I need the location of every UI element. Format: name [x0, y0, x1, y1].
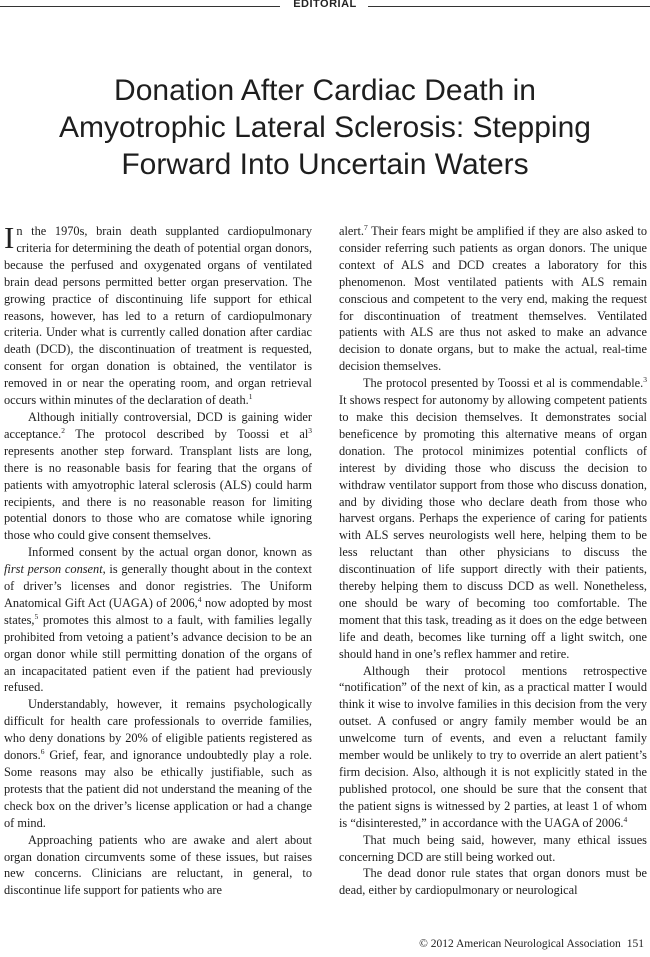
section-label: EDITORIAL [293, 0, 357, 10]
paragraph-text: promotes this almost to a fault, with families legally prohibited from vetoing a patient’s advance decision to be an organ donor while still permitting donation of the organs of an incapacitated patient even if the patient had previously refused. [4, 612, 312, 695]
paragraph [339, 832, 647, 866]
page-footer [0, 938, 644, 950]
paragraph-text: Although initially controversial, DCD is gaining wider acceptance. [4, 409, 312, 441]
citation-ref: 5 [34, 611, 39, 621]
title-line-3: Forward Into Uncertain Waters [121, 148, 529, 181]
paragraph-text: n the 1970s, brain death supplanted cardiopulmonary criteria for determining the death of potential organ donors, because the perfused and oxygenated organs of ventilated brain dead persons permitted better organ preservation. The growing practice of discontinuing life support for ethical reasons, however, has led to a return of cardiopulmonary criteria. Under what is currently called donation after cardiac death (DCD), the discontinuation of treatment is requested, consent for organ donation is obtained, the ventilator is removed in or near the operating room, and organ retrieval occurs within minutes of the declaration of death. [4, 224, 312, 408]
citation-ref: 1 [248, 392, 253, 402]
citation-ref: 6 [40, 747, 45, 757]
paragraph-text: It shows respect for autonomy by allowing competent patients to make this decision themselves. It demonstrates social beneficence by promoting this alternative means of organ donation. The protocol minimizes potential conflicts of interest by dividing those who discuss the decision to withdraw ventilator support from those who discuss donation, and by dividing those who declare death from those who harvest organs. Perhaps the experience of caring for patients with ALS serves neurologists well here, helping them to be less reluctant than other physicians to discuss the discontinuation of life support directly with their patients, thereby helping them to discuss DCD as well. Nonetheless, one should be wary of becoming too comfortable. The moment that this task, treading as it does on the edge between life and death, becomes like turning off a light switch, one should hand in one’s reflex hammer and retire. [339, 393, 647, 661]
paragraph-text: That much being said, however, many ethical issues concerning DCD are still being worked out. [339, 832, 647, 864]
page-number: 151 [626, 938, 644, 950]
paragraph-text: The protocol described by Toossi et al [64, 426, 309, 441]
citation-ref: 2 [61, 425, 65, 435]
paragraph-text: alert. [339, 224, 365, 238]
paragraph [339, 223, 647, 375]
citation-ref: 4 [623, 814, 628, 824]
paragraph [4, 832, 312, 900]
paragraph-text: Although their protocol mentions retrospective “notification” of the next of kin, as a practical matter I would think it wise to involve families in this decision from the very outset. A confused or angry family member would be an unwelcome turn of events, and even a reluctant family member would be unlikely to try to override an alert patient’s firm decision. Also, although it is not explicitly stated in the published protocol, one should be sure that the consent that the patient signs is witnessed by 2 parties, at least 1 of whom is “disinterested,” in accordance with the UAGA of 2006. [339, 663, 647, 830]
paragraph [4, 409, 312, 544]
citation-ref: 4 [197, 594, 202, 604]
paragraph [339, 865, 647, 899]
paragraph [339, 375, 647, 662]
drop-cap: I [4, 220, 15, 255]
paragraph-text: Understandably, however, it remains psychologically difficult for health care professionals to override families, who deny donations by 20% of eligible patients registered as donors. [4, 697, 312, 763]
citation-ref: 7 [364, 223, 368, 232]
paragraph-text: The protocol presented by Toossi et al is commendable. [363, 376, 644, 391]
article-title [10, 72, 640, 183]
paragraph [4, 220, 312, 409]
paragraph [4, 696, 312, 831]
emphasis-text: first person consent [4, 562, 103, 577]
paragraph-text: Their fears might be amplified if they are also asked to consider referring such patients as organ donors. The unique context of ALS and DCD creates a laboratory for this phenomenon. Most ventilated patients with ALS remain conscious and competent to the very end, making the request for discontinuation of treatment themselves. Ventilated patients with ALS are thus not asked to make an advance decision to donate organs, but to make the actual, real-time decision themselves. [339, 224, 647, 374]
header-rule-right [368, 6, 650, 7]
title-line-2: Amyotrophic Lateral Sclerosis: Stepping [59, 111, 591, 144]
paragraph-text: now adopted by most states, [4, 595, 312, 627]
body-column-right [339, 223, 647, 899]
paragraph-text: Approaching patients who are awake and alert about organ donation circumvents some of these issues, but raises new concerns. Clinicians are reluctant, in general, to discontinue life support for patients who are [4, 832, 312, 898]
citation-ref: 3 [643, 375, 647, 385]
paragraph-text: represents another step forward. Transplant lists are long, there is no reasonable basis for fearing that the organs of patients with amyotrophic lateral sclerosis (ALS) could harm recipients, and there is no reasonable reason for limiting potential donors to those who are comatose while ignoring those who could give consent themselves. [4, 443, 312, 543]
paragraph [4, 544, 312, 696]
body-column-left [4, 220, 312, 899]
copyright-notice: © 2012 American Neurological Association [419, 938, 621, 950]
header-bar [0, 0, 650, 12]
paragraph-text: The dead donor rule states that organ donors must be dead, either by cardiopulmonary or neurological [339, 866, 647, 898]
paragraph-text: , is generally thought about in the context of driver’s licenses and donor registries. The Uniform Anatomical Gift Act (UAGA) of 2006, [4, 562, 312, 610]
paragraph-text: Informed consent by the actual organ donor, known as [28, 545, 312, 560]
title-line-1: Donation After Cardiac Death in [114, 74, 536, 107]
citation-ref: 3 [308, 425, 312, 435]
paragraph-text: Grief, fear, and ignorance undoubtedly play a role. Some reasons may also be ethically justifiable, such as protests that the patient did not understand the meaning of the check box on the driver’s license application or had a change of mind. [4, 748, 312, 830]
paragraph [339, 663, 647, 832]
